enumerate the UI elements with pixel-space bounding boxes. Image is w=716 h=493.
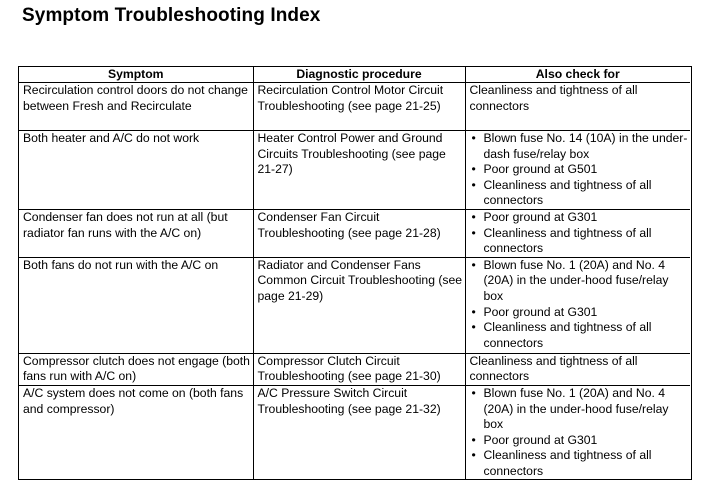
page-title: Symptom Troubleshooting Index: [22, 5, 321, 26]
diagnostic-procedure-cell: Compressor Clutch Circuit Troubleshooting (see page 21-30): [253, 353, 465, 385]
symptom-cell: Condenser fan does not run at all (but radiator fan runs with the A/C on): [19, 209, 253, 257]
check-list-item: [470, 258, 689, 305]
check-list-item: [470, 386, 689, 433]
check-item-text: Poor ground at G301: [483, 432, 598, 447]
bullet-icon: •: [471, 385, 476, 400]
check-list: [470, 386, 689, 480]
bullet-icon: •: [471, 448, 476, 463]
symptom-cell: Both heater and A/C do not work: [19, 131, 253, 210]
check-text: Cleanliness and tightness of all connectors: [469, 83, 638, 113]
diagnostic-procedure-cell: A/C Pressure Switch Circuit Troubleshooting (see page 21-32): [253, 385, 465, 479]
check-text: Cleanliness and tightness of all connectors: [469, 353, 638, 384]
check-item-text: Blown fuse No. 14 (10A) in the under-dash fuse/relay box: [483, 131, 688, 161]
bullet-icon: •: [471, 257, 476, 272]
check-list-item: [470, 131, 689, 162]
also-check-for-cell: [465, 131, 690, 210]
check-list: [470, 210, 689, 257]
check-list-item: [470, 210, 689, 226]
header-diagnostic-procedure: Diagnostic procedure: [253, 67, 465, 83]
troubleshooting-table-frame: [18, 66, 692, 480]
header-symptom: Symptom: [19, 67, 253, 83]
table-header-row: [19, 67, 690, 83]
table-row: [19, 209, 690, 257]
table-row: [19, 131, 690, 210]
bullet-icon: •: [471, 209, 476, 224]
check-item-text: Cleanliness and tightness of all connectors: [483, 177, 652, 208]
check-item-text: Blown fuse No. 1 (20A) and No. 4 (20A) in the under-hood fuse/relay box: [483, 385, 669, 432]
also-check-for-cell: [465, 209, 690, 257]
check-list-item: [470, 178, 689, 209]
check-list-item: [470, 448, 689, 479]
check-item-text: Cleanliness and tightness of all connectors: [483, 448, 652, 478]
check-item-text: Cleanliness and tightness of all connectors: [483, 225, 652, 256]
table-row: [19, 83, 690, 131]
diagnostic-procedure-cell: Recirculation Control Motor Circuit Troubleshooting (see page 21-25): [253, 83, 465, 131]
check-item-text: Poor ground at G501: [483, 162, 598, 177]
diagnostic-procedure-cell: Radiator and Condenser Fans Common Circuit Troubleshooting (see page 21-29): [253, 257, 465, 353]
table-row: [19, 257, 690, 353]
bullet-icon: •: [471, 131, 476, 145]
table-row: [19, 385, 690, 479]
header-also-check-for: Also check for: [465, 67, 690, 83]
diagnostic-procedure-cell: Heater Control Power and Ground Circuits Troubleshooting (see page 21-27): [253, 131, 465, 210]
also-check-for-cell: [465, 83, 690, 131]
bullet-icon: •: [471, 304, 476, 319]
troubleshooting-table: [19, 67, 690, 480]
also-check-for-cell: [465, 385, 690, 479]
check-list: [470, 131, 689, 209]
check-item-text: Cleanliness and tightness of all connectors: [483, 320, 652, 350]
check-item-text: Poor ground at G301: [483, 209, 598, 224]
check-item-text: Blown fuse No. 1 (20A) and No. 4 (20A) in the under-hood fuse/relay box: [483, 257, 669, 303]
also-check-for-cell: [465, 353, 690, 385]
symptom-cell: A/C system does not come on (both fans and compressor): [19, 385, 253, 479]
symptom-cell: Recirculation control doors do not change between Fresh and Recirculate: [19, 83, 253, 131]
check-list-item: [470, 226, 689, 257]
check-item-text: Poor ground at G301: [483, 304, 598, 319]
symptom-cell: Compressor clutch does not engage (both fans run with A/C on): [19, 353, 253, 385]
diagnostic-procedure-cell: Condenser Fan Circuit Troubleshooting (see page 21-28): [253, 209, 465, 257]
check-list-item: [470, 162, 689, 178]
also-check-for-cell: [465, 257, 690, 353]
check-list: [470, 258, 689, 352]
check-list-item: [470, 305, 689, 321]
bullet-icon: •: [471, 432, 476, 447]
table-body: [19, 83, 690, 480]
symptom-cell: Both fans do not run with the A/C on: [19, 257, 253, 353]
check-list-item: [470, 433, 689, 449]
bullet-icon: •: [471, 320, 476, 335]
table-row: [19, 353, 690, 385]
bullet-icon: •: [471, 177, 476, 192]
bullet-icon: •: [471, 225, 476, 240]
check-list-item: [470, 320, 689, 351]
bullet-icon: •: [471, 162, 476, 177]
